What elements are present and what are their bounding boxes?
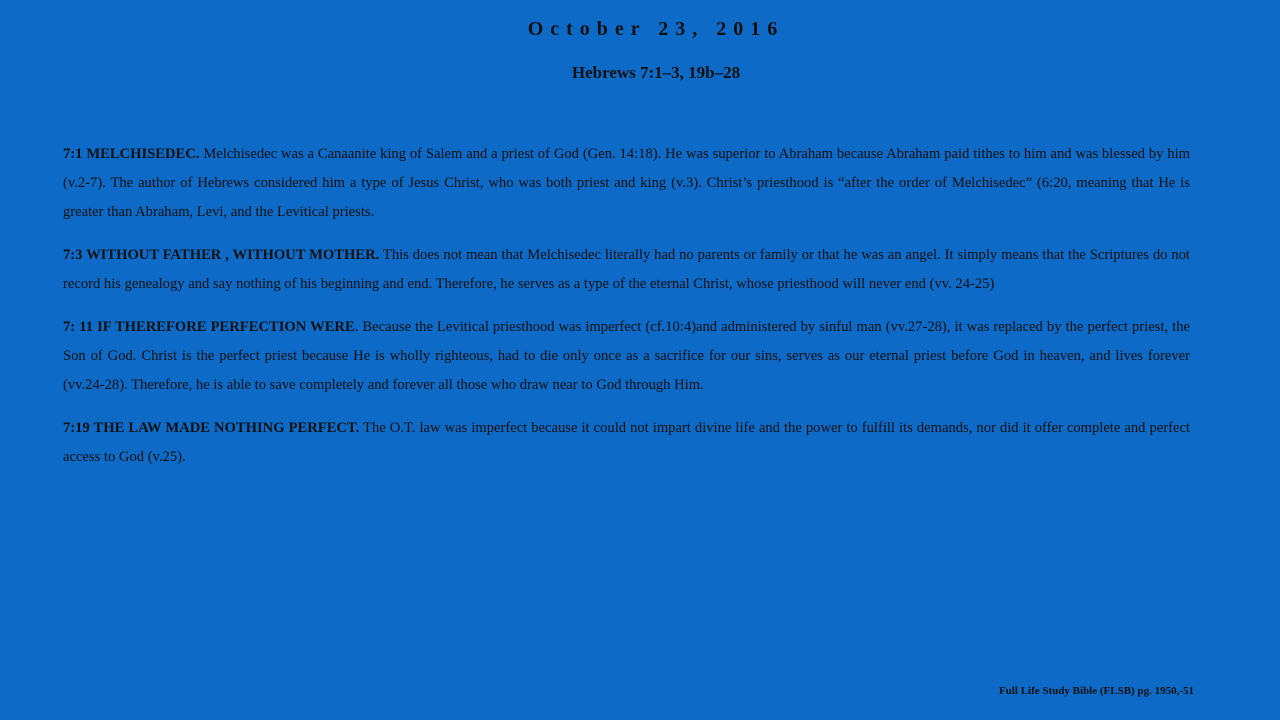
- source-citation: Full Life Study Bible (FLSB) pg. 1950,-51: [999, 685, 1194, 697]
- note-text: The O.T. law was imperfect because it could not impart divine life and the power to fulfill its demands, nor did it offer complete and perfect access to God (v.25).: [63, 420, 1190, 465]
- note-perfection: [63, 313, 1190, 400]
- note-heading: 7:3 WITHOUT FATHER , WITHOUT MOTHER.: [63, 247, 380, 263]
- note-without-father: [63, 241, 1190, 299]
- notes-body: [63, 140, 1190, 486]
- note-heading: 7: 11 IF THEREFORE PERFECTION WERE: [63, 319, 355, 335]
- note-heading: 7:19 THE LAW MADE NOTHING PERFECT.: [63, 420, 360, 436]
- note-law: [63, 414, 1190, 472]
- note-text: Melchisedec was a Canaanite king of Salem and a priest of God (Gen. 14:18). He was superior to Abraham because Abraham paid tithes to him and was blessed by him (v.2-7). The author of Hebrews considered him a type of Jesus Christ, who was both priest and king (v.3). Christ’s priesthood is “after the order of Melchisedec” (6:20, meaning that He is greater than Abraham, Levi, and the Levitical priests.: [63, 146, 1190, 220]
- scripture-reference: Hebrews 7:1–3, 19b–28: [571, 63, 741, 82]
- note-melchisedec: [63, 140, 1190, 227]
- note-text: . Because the Levitical priesthood was imperfect (cf.10:4)and administered by sinful man (vv.27-28), it was replaced by the perfect priest, the Son of God. Christ is the perfect priest because He is wholly righteous, had to die only once as a sacrifice for our sins, serves as our eternal priest before God in heaven, and lives forever (vv.24-28). Therefore, he is able to save completely and forever all those who draw near to God through Him.: [63, 319, 1191, 393]
- slide-date: October 23, 2016: [527, 18, 785, 40]
- note-text: This does not mean that Melchisedec literally had no parents or family or that he was an angel. It simply means that the Scriptures do not record his genealogy and say nothing of his beginning and end. Therefore, he serves as a type of the eternal Christ, whose priesthood will never end (vv. 24-25): [63, 247, 1190, 292]
- note-heading: 7:1 MELCHISEDEC.: [63, 146, 200, 162]
